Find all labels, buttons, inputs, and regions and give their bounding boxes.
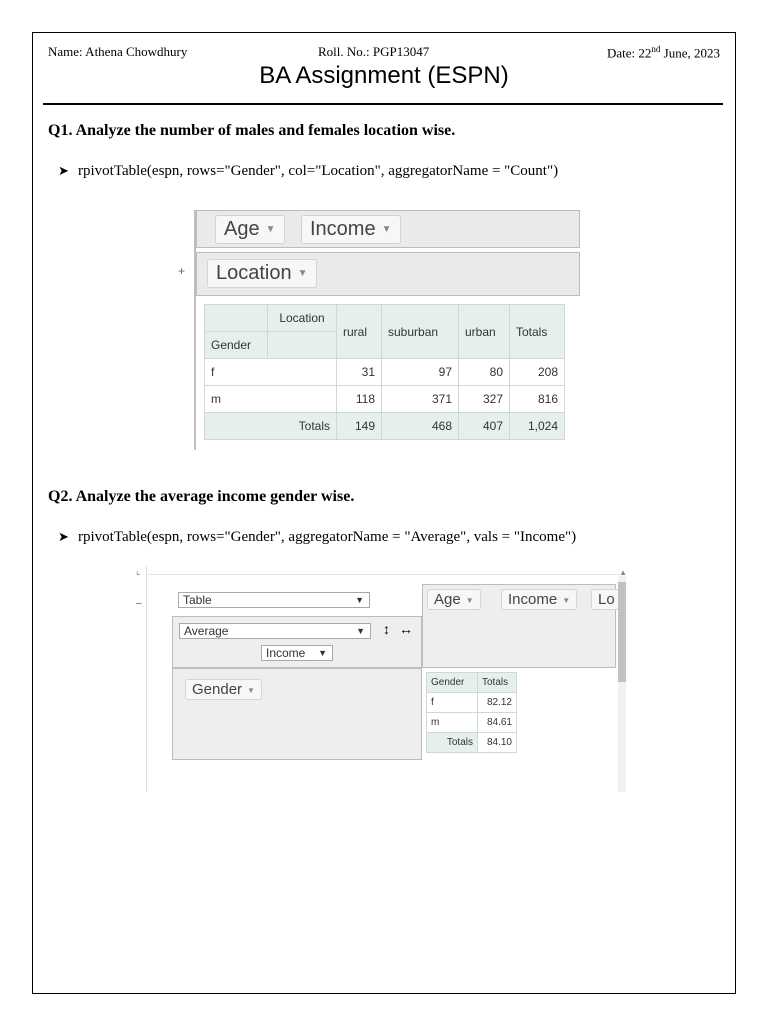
table-cell: 84.10 (478, 733, 517, 753)
triangle-down-icon: ▼ (562, 595, 571, 605)
page-title: BA Assignment (ESPN) (259, 62, 509, 89)
col-header-totals: Totals (510, 305, 565, 359)
triangle-down-icon: ▼ (247, 685, 255, 695)
attribute-pill-age[interactable]: Age ▼ (215, 215, 285, 244)
scrollbar-thumb[interactable] (618, 582, 626, 682)
attribute-pill-location[interactable]: Location ▼ (207, 259, 317, 288)
code-line-1: ➤ rpivotTable(espn, rows="Gender", col="Location", aggregatorName = "Count") (58, 163, 559, 179)
totals-row (427, 733, 517, 753)
arrowhead-bullet-icon: ➤ (58, 529, 69, 544)
student-name: Name: Athena Chowdhury (48, 44, 188, 59)
arrowhead-bullet-icon: ➤ (58, 163, 69, 178)
row-label: f (205, 359, 337, 386)
table-cell: 31 (337, 359, 382, 386)
row-attributes-box (172, 668, 422, 760)
corner-mark: ⌞ (136, 566, 141, 577)
col-attr-label: Location (268, 305, 337, 332)
value-select[interactable]: Income ▼ (261, 645, 333, 661)
table-cell: 468 (382, 413, 459, 440)
table-cell: 327 (459, 386, 510, 413)
empty-cell (268, 332, 337, 359)
table-cell: 1,024 (510, 413, 565, 440)
top-strip (146, 566, 620, 575)
triangle-down-icon: ▼ (297, 268, 308, 280)
title-divider (43, 103, 723, 105)
question-2: Q2. Analyze the average income gender wise. (48, 488, 355, 505)
triangle-down-icon: ▼ (265, 224, 276, 236)
code-line-2: ➤ rpivotTable(espn, rows="Gender", aggregatorName = "Average", vals = "Income") (58, 529, 577, 545)
attribute-pill-location[interactable]: Lo (591, 589, 622, 610)
date: Date: 22nd June, 2023 (607, 44, 720, 61)
pivot-left-panel (178, 210, 196, 450)
table-cell: 118 (337, 386, 382, 413)
table-cell: 84.61 (478, 713, 517, 733)
pivot-table-2 (426, 672, 517, 753)
col-header-urban: urban (459, 305, 510, 359)
attribute-pill-gender[interactable]: Gender ▼ (185, 679, 262, 700)
col-header-gender: Gender (427, 673, 478, 693)
row-label: f (427, 693, 478, 713)
col-header-totals: Totals (478, 673, 517, 693)
table-cell: 208 (510, 359, 565, 386)
roll-number: Roll. No.: PGP13047 (318, 44, 430, 59)
table-cell: 149 (337, 413, 382, 440)
table-row (205, 359, 565, 386)
question-1: Q1. Analyze the number of males and females location wise. (48, 122, 456, 139)
sort-icon[interactable]: ↕ (383, 621, 390, 637)
unused-attributes-box (422, 584, 616, 668)
empty-cell (205, 305, 268, 332)
table-row (427, 693, 517, 713)
pivot-screenshot-2 (132, 566, 632, 792)
table-cell: 371 (382, 386, 459, 413)
table-cell: 97 (382, 359, 459, 386)
attribute-pill-income[interactable]: Income ▼ (501, 589, 577, 610)
aggregator-box (172, 616, 422, 668)
table-cell: 82.12 (478, 693, 517, 713)
expand-icon[interactable]: + (178, 264, 186, 278)
table-cell: 80 (459, 359, 510, 386)
table-row (427, 713, 517, 733)
unused-attributes-bar (196, 210, 580, 248)
pivot-screenshot-1 (178, 210, 580, 450)
col-header-rural: rural (337, 305, 382, 359)
triangle-down-icon: ▼ (381, 224, 392, 236)
renderer-select[interactable]: Table ▼ (178, 592, 370, 608)
scroll-up-icon[interactable]: ▲ (619, 568, 627, 577)
pivot-left-gutter (132, 566, 147, 792)
row-label: m (205, 386, 337, 413)
minus-icon: – (136, 598, 142, 609)
swap-icon[interactable]: ↔ (399, 621, 413, 637)
triangle-down-icon: ▼ (465, 595, 474, 605)
attribute-pill-age[interactable]: Age ▼ (427, 589, 481, 610)
table-cell: 407 (459, 413, 510, 440)
column-attributes-bar (196, 252, 580, 296)
triangle-down-icon: ▼ (355, 595, 364, 605)
triangle-down-icon: ▼ (318, 648, 327, 658)
col-header-suburban: suburban (382, 305, 459, 359)
attribute-pill-income[interactable]: Income ▼ (301, 215, 401, 244)
totals-row (205, 413, 565, 440)
row-label: m (427, 713, 478, 733)
totals-label: Totals (427, 733, 478, 753)
totals-label: Totals (205, 413, 337, 440)
table-cell: 816 (510, 386, 565, 413)
row-attr-label: Gender (205, 332, 268, 359)
pivot-table-1 (204, 304, 565, 440)
triangle-down-icon: ▼ (356, 626, 365, 636)
table-row (205, 386, 565, 413)
aggregator-select[interactable]: Average ▼ (179, 623, 371, 639)
